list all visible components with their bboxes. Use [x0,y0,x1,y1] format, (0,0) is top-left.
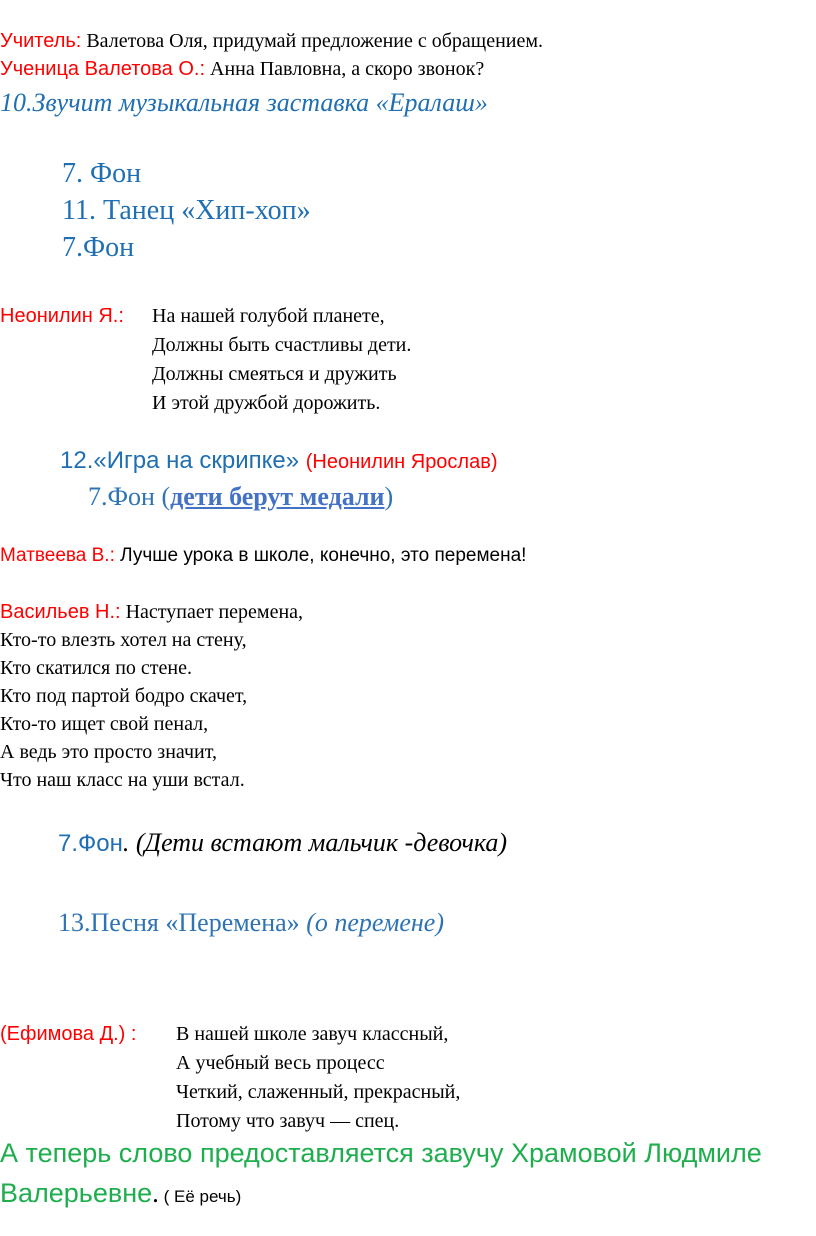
final-announcement-line2: Валерьевне. ( Её речь) [0,1178,242,1208]
cue-fon-medals: 7.Фон (дети берут медали) [88,482,394,511]
poem-line: И этой дружбой дорожить. [152,392,381,414]
line-text: Анна Павловна, а скоро звонок? [205,58,485,80]
poem-line: На нашей голубой планете, [152,305,385,327]
poem-line: Четкий, слаженный, прекрасный, [176,1081,461,1103]
speaker-neonilin: Неонилин Я.: [0,305,124,327]
poem-line: Потому что завуч — спец. [176,1110,400,1132]
final-announcement-line1: А теперь слово предоставляется завучу Храмовой Людмиле [0,1138,762,1168]
teacher-line [0,30,543,53]
speaker-matveeva-line: Матвеева В.: Лучше урока в школе, конечно, это перемена! [0,545,527,566]
speaker-label: Учитель: [0,30,82,52]
poem-line: Должны быть счастливы дети. [152,334,412,356]
poem-line: Кто-то ищет свой пенал, [0,713,209,735]
poem-line: Кто-то влезть хотел на стену, [0,629,247,651]
speaker-vasiliev-line: Васильев Н.: Наступает перемена, [0,601,304,623]
music-cue-10: 10.Звучит музыкальная заставка «Ералаш» [0,88,488,117]
cue-fon-1: 7. Фон [62,158,142,189]
line-text: Валетова Оля, придумай предложение с обращением. [81,30,544,52]
poem-line: А ведь это просто значит, [0,741,217,763]
speaker-efimova: (Ефимова Д.) : [0,1023,137,1045]
student-line [0,58,484,81]
poem-line: Кто под партой бодро скачет, [0,685,248,707]
cue-song-13: 13.Песня «Перемена» (о перемене) [58,908,445,937]
cue-violin-12: 12.«Игра на скрипке» (Неонилин Ярослав) [60,447,498,474]
poem-line: Что наш класс на уши встал. [0,769,245,791]
speaker-label: Ученица Валетова О.: [0,58,205,80]
poem-line: В нашей школе завуч классный, [176,1023,449,1045]
poem-line: Должны смеяться и дружить [152,363,397,385]
cue-fon-2: 7.Фон [62,232,135,263]
poem-line: Кто скатился по стене. [0,657,192,679]
cue-dance-11: 11. Танец «Хип-хоп» [62,195,311,226]
poem-line: А учебный весь процесс [176,1052,385,1074]
cue-fon-stand: 7.Фон. (Дети встают мальчик -девочка) [58,828,508,857]
